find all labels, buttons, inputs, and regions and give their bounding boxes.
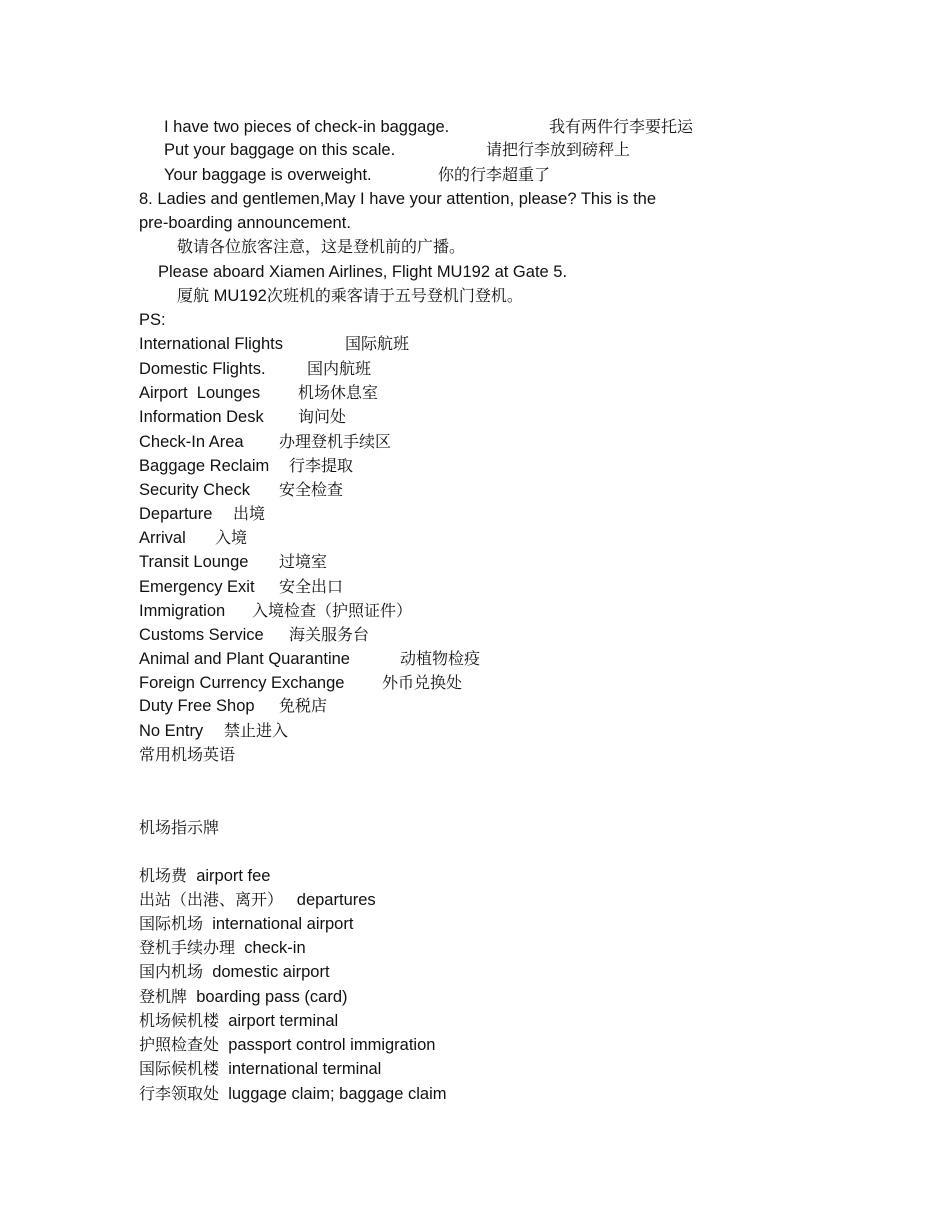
vocab-en: check-in (244, 939, 306, 957)
sign-zh: 出境 (233, 504, 266, 523)
vocab-en: boarding pass (card) (196, 988, 348, 1006)
announcement-line-2: pre-boarding announcement. (139, 214, 351, 232)
vocab-en: airport terminal (228, 1012, 339, 1030)
sign-en: International Flights (139, 335, 283, 353)
sign-en: Immigration (139, 602, 226, 620)
sign-zh: 安全检查 (279, 480, 344, 499)
vocab-en: international airport (212, 915, 354, 933)
sign-en: Emergency Exit (139, 578, 255, 596)
vocab-zh: 登机牌 (139, 987, 188, 1006)
sign-zh: 禁止进入 (224, 721, 289, 740)
vocab-zh: 护照检查处 (139, 1035, 220, 1054)
vocab-zh: 国际机场 (139, 914, 204, 933)
sign-en: Transit Lounge (139, 553, 249, 571)
vocab-item (139, 962, 330, 982)
sign-zh: 海关服务台 (289, 625, 370, 644)
vocab-item (139, 987, 348, 1007)
heading-common-airport-english: 常用机场英语 (139, 745, 236, 764)
sign-zh: 国际航班 (345, 334, 410, 353)
vocab-en: domestic airport (212, 963, 330, 981)
sign-en: Customs Service (139, 626, 264, 644)
vocab-zh: 机场费 (139, 866, 188, 885)
vocab-item (139, 1035, 435, 1055)
sign-en: Duty Free Shop (139, 697, 255, 715)
vocab-item (139, 914, 353, 934)
sign-zh: 过境室 (279, 552, 328, 571)
sign-en: No Entry (139, 722, 204, 740)
announcement-line-4: Please aboard Xiamen Airlines, Flight MU192 at Gate 5. (158, 263, 568, 281)
vocab-item (139, 866, 270, 886)
vocab-item (139, 1059, 381, 1079)
vocab-en: passport control immigration (228, 1036, 436, 1054)
sign-en: Departure (139, 505, 213, 523)
announcement-flight-number: MU192 (213, 287, 267, 305)
sign-en: Check-In Area (139, 433, 244, 451)
vocab-item (139, 890, 376, 910)
vocab-zh: 行李领取处 (139, 1084, 220, 1103)
announcement-line-5 (177, 286, 523, 306)
sign-zh: 安全出口 (279, 577, 344, 596)
vocab-zh: 出站（出港、离开） (139, 890, 284, 909)
dialogue-line-1-zh: 我有两件行李要托运 (549, 117, 694, 136)
vocab-item (139, 938, 306, 958)
sign-zh: 机场休息室 (298, 383, 379, 402)
sign-en: Domestic Flights. (139, 360, 266, 378)
ps-label: PS: (139, 311, 166, 329)
dialogue-line-1-en: I have two pieces of check-in baggage. (164, 118, 450, 136)
announcement-line-1: 8. Ladies and gentlemen,May I have your attention, please? This is the (139, 190, 657, 208)
sign-zh: 入境检查（护照证件） (252, 601, 413, 620)
vocab-zh: 机场候机楼 (139, 1011, 220, 1030)
sign-zh: 免税店 (279, 696, 328, 715)
dialogue-line-3-zh: 你的行李超重了 (438, 165, 551, 184)
vocab-item (139, 1011, 338, 1031)
dialogue-line-2-en: Put your baggage on this scale. (164, 141, 396, 159)
sign-en: Foreign Currency Exchange (139, 674, 345, 692)
sign-en: Security Check (139, 481, 250, 499)
vocab-en: international terminal (228, 1060, 382, 1078)
sign-zh: 办理登机手续区 (279, 432, 392, 451)
sign-en: Animal and Plant Quarantine (139, 650, 350, 668)
announcement-boarding-text: 次班机的乘客请于五号登机门登机。 (266, 286, 523, 305)
sign-zh: 入境 (215, 528, 248, 547)
sign-zh: 外币兑换处 (382, 673, 463, 692)
dialogue-line-2-zh: 请把行李放到磅秤上 (486, 140, 631, 159)
announcement-line-3-zh: 敬请各位旅客注意，这是登机前的广播。 (177, 237, 466, 256)
sign-en: Baggage Reclaim (139, 457, 270, 475)
sign-zh: 询问处 (298, 407, 347, 426)
sign-en: Arrival (139, 529, 186, 547)
announcement-airline: 厦航 (177, 286, 210, 305)
sign-en: Airport Lounges (139, 384, 261, 402)
sign-zh: 动植物检疫 (400, 649, 481, 668)
vocab-en: airport fee (196, 867, 271, 885)
vocab-zh: 登机手续办理 (139, 938, 236, 957)
sign-zh: 行李提取 (289, 456, 354, 475)
vocab-en: departures (296, 891, 376, 909)
vocab-item (139, 1084, 447, 1104)
sign-zh: 国内航班 (307, 359, 372, 378)
dialogue-line-3-en: Your baggage is overweight. (164, 166, 372, 184)
sign-en: Information Desk (139, 408, 264, 426)
vocab-zh: 国际候机楼 (139, 1059, 220, 1078)
heading-airport-signs: 机场指示牌 (139, 818, 220, 837)
vocab-en: luggage claim; baggage claim (228, 1085, 447, 1103)
vocab-zh: 国内机场 (139, 962, 204, 981)
